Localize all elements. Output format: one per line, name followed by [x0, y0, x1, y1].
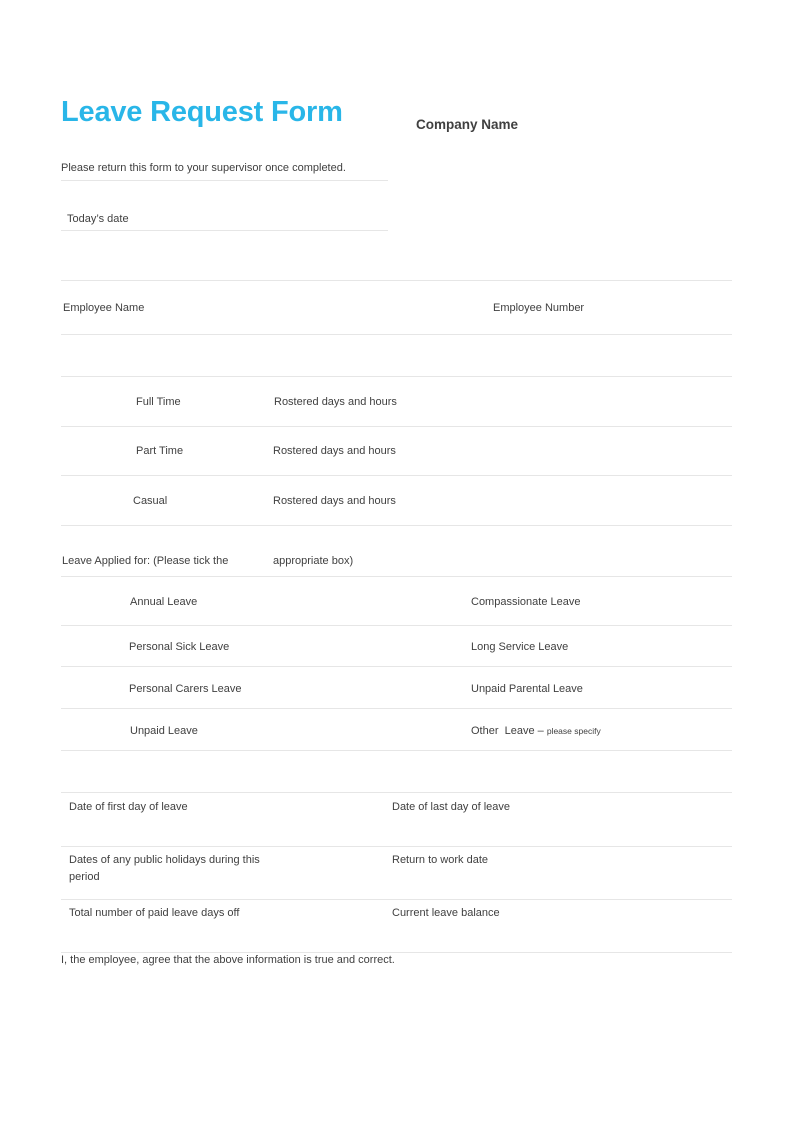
leave-option-personal-carers[interactable]: Personal Carers Leave: [129, 683, 242, 695]
divider: [61, 792, 732, 793]
intro-text: Please return this form to your supervisor once completed.: [61, 162, 346, 174]
please-specify-note: please specify: [546, 726, 601, 736]
employment-type-part-time[interactable]: Part Time: [136, 445, 184, 457]
employee-name-label: Employee Name: [63, 302, 145, 314]
divider: [61, 576, 732, 577]
rostered-days-label: Rostered days and hours: [273, 495, 396, 507]
todays-date-label: Today’s date: [67, 213, 129, 225]
return-date-label: Return to work date: [392, 854, 488, 866]
leave-option-unpaid-parental[interactable]: Unpaid Parental Leave: [471, 683, 583, 695]
leave-option-other-label: Other Leave –: [471, 725, 544, 737]
divider: [61, 846, 732, 847]
leave-option-unpaid[interactable]: Unpaid Leave: [130, 725, 198, 737]
divider: [61, 708, 732, 709]
leave-applied-label: Leave Applied for: (Please tick the: [62, 555, 229, 567]
divider: [61, 899, 732, 900]
employment-type-full-time[interactable]: Full Time: [136, 396, 181, 408]
employee-field-line[interactable]: [61, 334, 732, 335]
divider: [61, 376, 732, 377]
divider: [61, 625, 732, 626]
rostered-days-label: Rostered days and hours: [274, 396, 397, 408]
divider: [61, 475, 732, 476]
last-day-label: Date of last day of leave: [392, 801, 511, 813]
public-holidays-label-cont: period: [69, 871, 100, 883]
first-day-label: Date of first day of leave: [69, 801, 188, 813]
rostered-days-label: Rostered days and hours: [273, 445, 396, 457]
leave-applied-label-cont: appropriate box): [273, 555, 354, 567]
divider: [61, 426, 732, 427]
divider: [61, 180, 388, 181]
employee-number-label: Employee Number: [493, 302, 585, 314]
leave-option-other[interactable]: [471, 725, 601, 737]
divider: [61, 666, 732, 667]
leave-option-annual[interactable]: Annual Leave: [130, 596, 198, 608]
divider: [61, 750, 732, 751]
divider: [61, 280, 732, 281]
leave-option-personal-sick[interactable]: Personal Sick Leave: [129, 641, 230, 653]
page-title: Leave Request Form: [61, 96, 343, 128]
leave-option-compassionate[interactable]: Compassionate Leave: [471, 596, 581, 608]
employment-type-casual[interactable]: Casual: [133, 495, 168, 507]
paid-days-label: Total number of paid leave days off: [69, 907, 240, 919]
leave-balance-label: Current leave balance: [392, 907, 500, 919]
divider: [61, 525, 732, 526]
company-name: Company Name: [416, 117, 519, 132]
declaration-text: I, the employee, agree that the above information is true and correct.: [61, 954, 395, 966]
todays-date-field[interactable]: [61, 230, 388, 231]
divider: [61, 952, 732, 953]
leave-option-long-service[interactable]: Long Service Leave: [471, 641, 569, 653]
public-holidays-label: Dates of any public holidays during this: [69, 854, 260, 866]
